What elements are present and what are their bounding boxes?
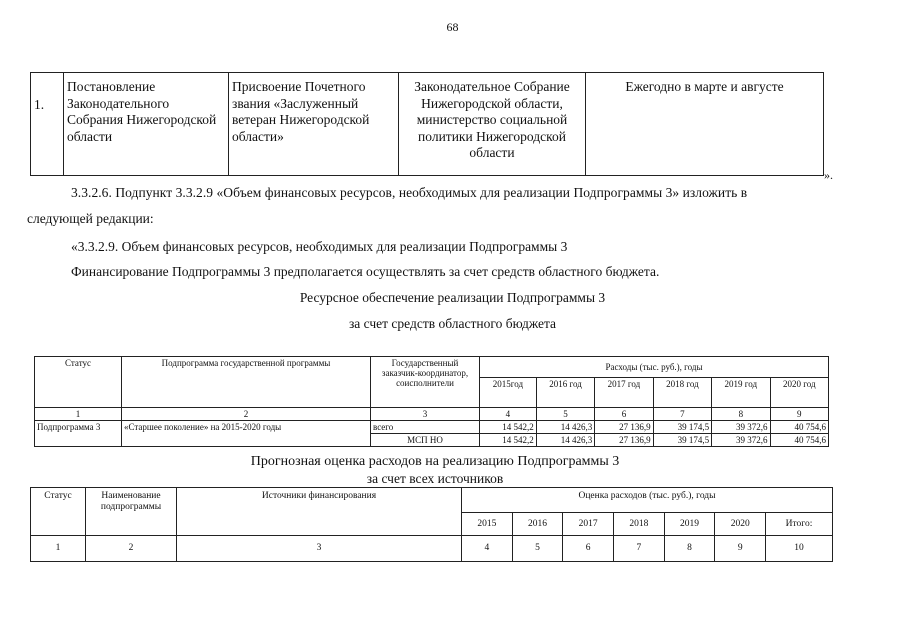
page-number: 68	[446, 20, 459, 34]
year-header: 2015	[462, 513, 513, 536]
event-cell: Присвоение Почетного звания «Заслуженный ветеран Нижегородской области»	[229, 73, 399, 176]
events-table	[30, 72, 824, 176]
header-status: Статус	[31, 488, 86, 536]
resource-table	[34, 356, 829, 447]
paragraph-1-line-2: следующей редакции:	[27, 211, 154, 226]
row-number: 1.	[34, 97, 45, 112]
subprogram-cell: «Старшее поколение» на 2015-2020 годы	[122, 421, 371, 447]
year-header: 2019	[664, 513, 715, 536]
value-cell: 27 136,9	[595, 434, 653, 447]
year-header: 2020	[715, 513, 766, 536]
table-row	[35, 421, 829, 434]
paragraph-2: «3.3.2.9. Объем финансовых ресурсов, необходимых для реализации Подпрограммы 3	[71, 239, 568, 254]
deadline-cell: Ежегодно в марте и августе	[586, 73, 824, 176]
header-expenses: Расходы (тыс. руб.), годы	[480, 357, 829, 378]
responsible-cell: Законодательное Собрание Нижегородской области, министерство социальной политики Нижегородской области	[399, 73, 586, 176]
header-sources: Источники финансирования	[177, 488, 462, 536]
forecast-table	[30, 487, 833, 562]
value-cell: 39 372,6	[712, 434, 770, 447]
column-number: 4	[462, 536, 513, 562]
customer-cell: МСП НО	[371, 434, 480, 447]
section-title-2: Прогнозная оценка расходов на реализацию Подпрограммы 3	[250, 454, 620, 469]
column-number: 6	[563, 536, 614, 562]
value-cell: 39 174,5	[653, 421, 711, 434]
column-number: 3	[177, 536, 462, 562]
year-header: 2018	[614, 513, 665, 536]
column-number: 7	[653, 408, 711, 421]
year-header: 2016 год	[536, 378, 594, 408]
section-subtitle-1: за счет средств областного бюджета	[348, 316, 557, 331]
year-header: 2018 год	[653, 378, 711, 408]
customer-cell: всего	[371, 421, 480, 434]
total-header: Итого:	[766, 513, 833, 536]
value-cell: 40 754,6	[770, 421, 828, 434]
year-header: 2017 год	[595, 378, 653, 408]
column-number: 7	[614, 536, 665, 562]
value-cell: 27 136,9	[595, 421, 653, 434]
column-number: 9	[770, 408, 828, 421]
year-header: 2017	[563, 513, 614, 536]
year-header: 2016	[512, 513, 563, 536]
value-cell: 40 754,6	[770, 434, 828, 447]
column-number: 5	[512, 536, 563, 562]
value-cell: 39 372,6	[712, 421, 770, 434]
section-title-1: Ресурсное обеспечение реализации Подпрограммы 3	[299, 290, 606, 305]
value-cell: 14 542,2	[480, 421, 537, 434]
column-number: 2	[86, 536, 177, 562]
column-number: 8	[712, 408, 770, 421]
document-type-cell: Постановление Законодательного Собрания Нижегородской области	[64, 73, 229, 176]
value-cell: 14 426,3	[536, 434, 594, 447]
column-number: 1	[35, 408, 122, 421]
section-subtitle-2: за счет всех источников	[366, 471, 504, 486]
column-number: 3	[371, 408, 480, 421]
column-number: 8	[664, 536, 715, 562]
column-number: 1	[31, 536, 86, 562]
paragraph-1-line-1: 3.3.2.6. Подпункт 3.3.2.9 «Объем финансовых ресурсов, необходимых для реализации Подпрограммы 3» изложить в	[71, 185, 748, 200]
paragraph-3: Финансирование Подпрограммы 3 предполагается осуществлять за счет средств областного бюджета.	[71, 264, 660, 279]
value-cell: 14 426,3	[536, 421, 594, 434]
column-number: 2	[122, 408, 371, 421]
column-number: 5	[536, 408, 594, 421]
status-cell: Подпрограмма 3	[35, 421, 122, 447]
year-header: 2015год	[480, 378, 537, 408]
header-status: Статус	[35, 357, 122, 408]
year-header: 2019 год	[712, 378, 770, 408]
value-cell: 14 542,2	[480, 434, 537, 447]
column-number: 9	[715, 536, 766, 562]
column-number: 6	[595, 408, 653, 421]
column-number: 4	[480, 408, 537, 421]
column-number: 10	[766, 536, 833, 562]
header-name: Наименование подпрограммы	[86, 488, 177, 536]
value-cell: 39 174,5	[653, 434, 711, 447]
year-header: 2020 год	[770, 378, 828, 408]
table-row	[31, 73, 824, 176]
header-estimate: Оценка расходов (тыс. руб.), годы	[462, 488, 833, 513]
header-customer: Государственный заказчик-координатор, соисполнители	[371, 357, 480, 408]
header-subprogram: Подпрограмма государственной программы	[122, 357, 371, 408]
closing-quote: ».	[824, 168, 833, 182]
